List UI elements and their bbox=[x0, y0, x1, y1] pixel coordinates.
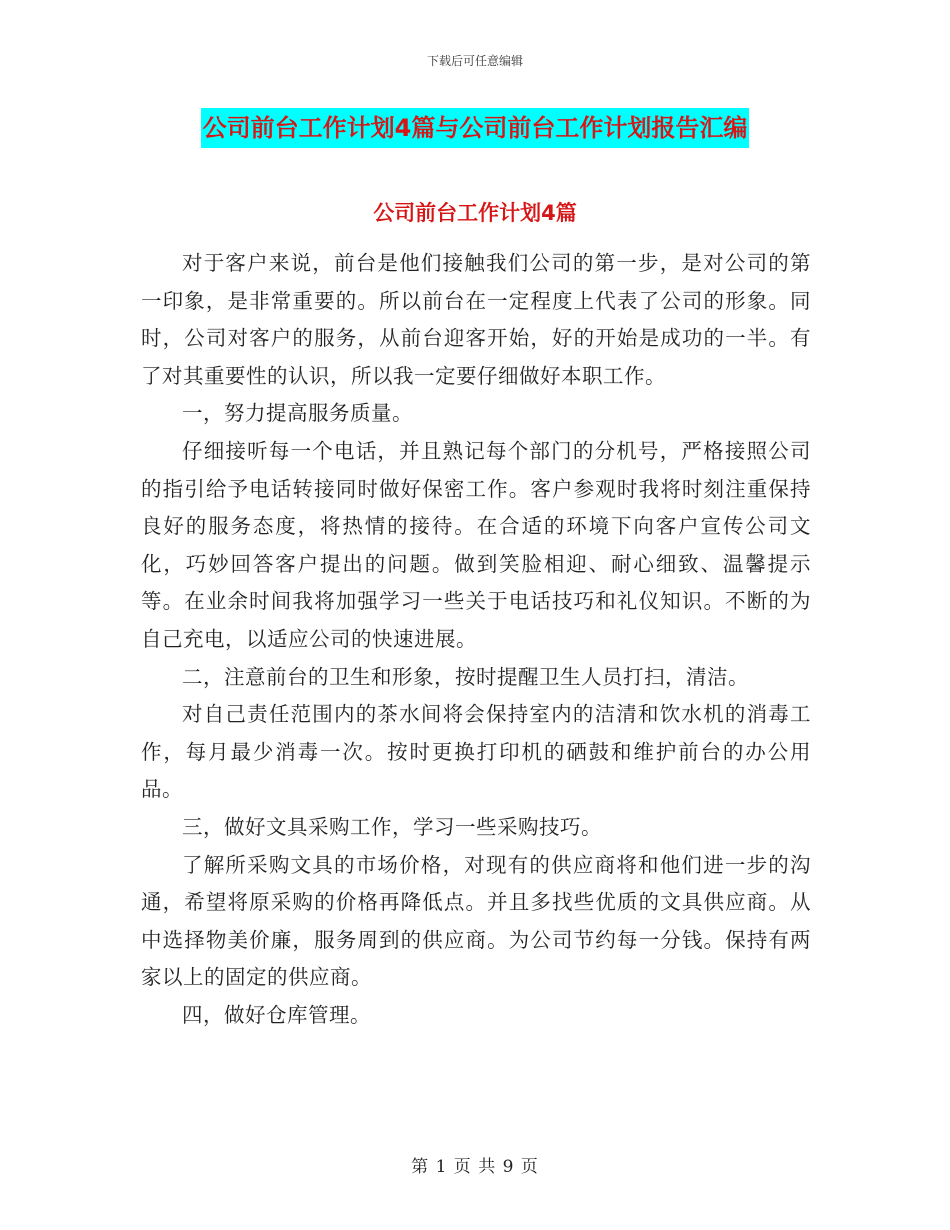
section-title: 公司前台工作计划4篇 bbox=[373, 201, 577, 225]
body-text bbox=[141, 245, 811, 1034]
paragraph: 仔细接听每一个电话，并且熟记每个部门的分机号，严格接照公司的指引给予电话转接同时做好保密工作。客户参观时我将时刻注重保持良好的服务态度，将热情的接待。在合适的环境下向客户宣传公司文化，巧妙回答客户提出的问题。做到笑脸相迎、耐心细致、温馨提示等。在业余时间我将加强学习一些关于电话技巧和礼仪知识。不断的为自己充电，以适应公司的快速进展。 bbox=[141, 438, 811, 651]
paragraph: 四，做好仓库管理。 bbox=[182, 1002, 371, 1027]
document-title: 公司前台工作计划4篇与公司前台工作计划报告汇编 bbox=[201, 108, 750, 148]
page-number: 第 1 页 共 9 页 bbox=[411, 1157, 539, 1177]
page-header-note: 下载后可任意编辑 bbox=[426, 54, 523, 68]
paragraph: 一，努力提高服务质量。 bbox=[182, 401, 413, 426]
paragraph: 对自己责任范围内的茶水间将会保持室内的洁清和饮水机的消毒工作，每月最少消毒一次。按时更换打印机的硒鼓和维护前台的办公用品。 bbox=[141, 702, 811, 802]
title-container bbox=[0, 108, 950, 148]
paragraph: 二，注意前台的卫生和形象，按时提醒卫生人员打扫，清洁。 bbox=[182, 664, 749, 689]
paragraph: 对于客户来说，前台是他们接触我们公司的第一步，是对公司的第一印象，是非常重要的。所以前台在一定程度上代表了公司的形象。同时，公司对客户的服务，从前台迎客开始，好的开始是成功的一半。有了对其重要性的认识，所以我一定要仔细做好本职工作。 bbox=[141, 251, 811, 388]
paragraph: 了解所采购文具的市场价格，对现有的供应商将和他们进一步的沟通，希望将原采购的价格再降低点。并且多找些优质的文具供应商。从中选择物美价廉，服务周到的供应商。为公司节约每一分钱。保持有两家以上的固定的供应商。 bbox=[141, 852, 811, 990]
paragraph: 三，做好文具采购工作，学习一些采购技巧。 bbox=[182, 814, 602, 839]
